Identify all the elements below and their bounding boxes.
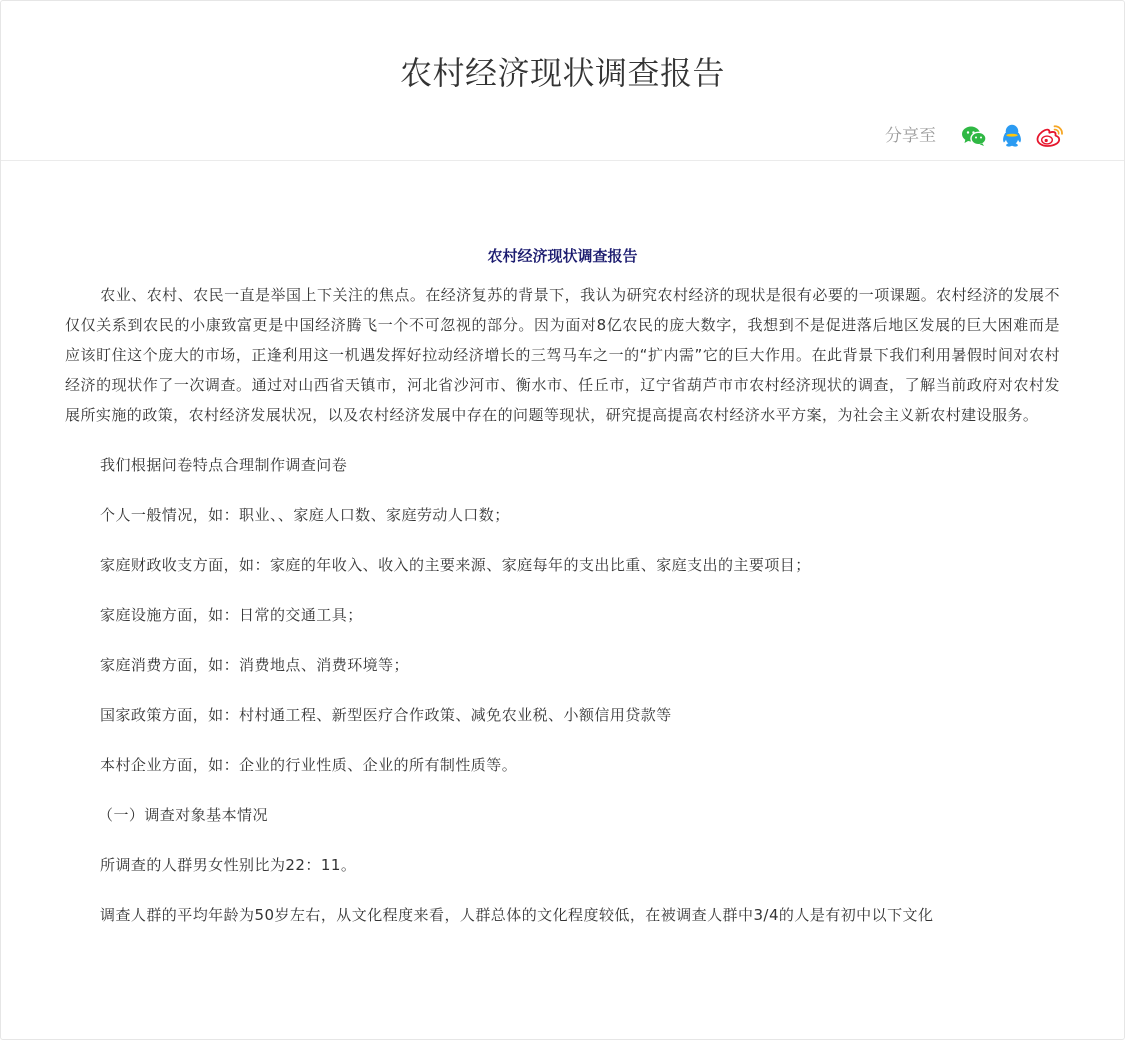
- fact-paragraph: 调查人群的平均年龄为50岁左右，从文化程度来看，人群总体的文化程度较低，在被调查人群中3/4的人是有初中以下文化: [100, 906, 934, 924]
- page-title: 农村经济现状调查报告: [399, 54, 725, 92]
- article-body: [65, 161, 1060, 950]
- list-item: 个人一般情况，如：职业、、家庭人口数、家庭劳动人口数；: [100, 506, 510, 524]
- article-title: 农村经济现状调查报告: [487, 247, 638, 265]
- fact-paragraph: 所调查的人群男女性别比为22：11。: [100, 856, 357, 874]
- qq-icon[interactable]: [998, 122, 1026, 150]
- list-item: 家庭设施方面，如：日常的交通工具；: [100, 606, 363, 624]
- intro-paragraph: 农业、农村、农民一直是举国上下关注的焦点。在经济复苏的背景下，我认为研究农村经济的现状是很有必要的一项课题。农村经济的发展不仅仅关系到农民的小康致富更是中国经济腾飞一个不可忽视的部分。因为面对8亿农民的庞大数字，我想到不是促进落后地区发展的巨大困难而是应该盯住这个庞大的市场，正逢利用这一机遇发挥好拉动经济增长的三驾马车之一的“扩内需”它的巨大作用。在此背景下我们利用暑假时间对农村经济的现状作了一次调查。通过对山西省天镇市，河北省沙河市、衡水市、任丘市，辽宁省葫芦市市农村经济现状的调查，了解当前政府对农村发展所实施的政策，农村经济发展状况，以及农村经济发展中存在的问题等现状，研究提高提高农村经济水平方案，为社会主义新农村建设服务。: [65, 286, 1060, 424]
- list-item: 家庭财政收支方面，如：家庭的年收入、收入的主要来源、家庭每年的支出比重、家庭支出的主要项目；: [100, 556, 811, 574]
- share-label: 分享至: [885, 126, 936, 146]
- weibo-icon[interactable]: [1036, 122, 1064, 150]
- share-bar: [885, 122, 1064, 150]
- wechat-icon[interactable]: [960, 122, 988, 150]
- list-item: 我们根据问卷特点合理制作调查问卷: [100, 456, 348, 474]
- page-header: [1, 1, 1124, 161]
- section-heading: （一）调查对象基本情况: [98, 806, 268, 824]
- list-item: 国家政策方面，如：村村通工程、新型医疗合作政策、减免农业税、小额信用贷款等: [100, 706, 672, 724]
- list-item: 家庭消费方面，如：消费地点、消费环境等；: [100, 656, 410, 674]
- list-item: 本村企业方面，如：企业的行业性质、企业的所有制性质等。: [100, 756, 518, 774]
